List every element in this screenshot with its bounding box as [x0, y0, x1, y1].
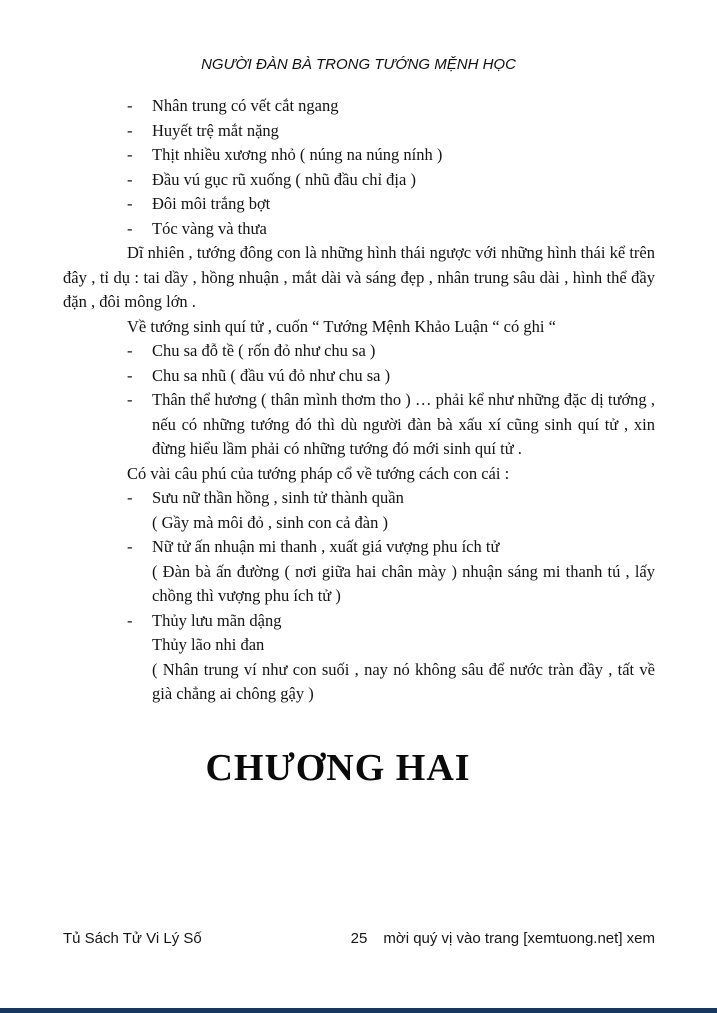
dash-marker: -	[127, 120, 133, 140]
list-item-text: Thủy lưu mãn dậng	[152, 610, 282, 630]
chapter-heading: CHƯƠNG HAI	[205, 746, 471, 789]
dash-marker: -	[127, 218, 133, 238]
list-item-text: Thịt nhiều xương nhỏ ( núng na núng nính )	[152, 145, 443, 164]
list-item-continuation: ( Gầy mà môi đỏ , sinh con cả đàn )	[152, 512, 388, 532]
list-item	[63, 486, 655, 511]
footer-site-note: mời quý vị vào trang [xemtuong.net] xem	[383, 930, 655, 947]
footer-series-title: Tủ Sách Tử Vi Lý Số	[63, 930, 202, 947]
list-item-continuation: Thủy lão nhi đan	[152, 635, 265, 654]
page-content	[63, 94, 655, 791]
list-item-text: Sưu nữ thần hồng , sinh tử thành quần	[152, 488, 404, 507]
list-item	[63, 143, 655, 168]
dash-marker: -	[127, 488, 133, 507]
bottom-edge-bar	[0, 1008, 717, 1013]
body-paragraph: Về tướng sinh quí tử , cuốn “ Tướng Mệnh Khảo Luận “ có ghi “	[127, 316, 556, 336]
dash-marker: -	[127, 145, 133, 164]
list-item-text: Đôi môi trắng bợt	[152, 194, 271, 213]
dash-marker: -	[127, 341, 133, 360]
footer-page-number: 25	[350, 930, 368, 947]
list-item-continuation: ( Đàn bà ấn đường ( nơi giữa hai chân mày ) nhuận sáng mi thanh tú , lấy chồng thì vượng phu ích tử )	[152, 561, 655, 605]
dash-marker: -	[127, 610, 133, 630]
list-item-text: Chu sa nhũ ( đầu vú đỏ như chu sa )	[152, 365, 391, 385]
list-item-text: Nữ tử ấn nhuận mi thanh , xuất giá vượng phu ích tử	[152, 537, 500, 556]
list-item	[63, 94, 655, 119]
list-item-text: Thân thể hương ( thân mình thơm tho ) … phải kể như những đặc dị tướng , nếu có những tướng đó thì dù người đàn bà xấu xí cũng sinh quí tử , xin đừng hiểu lầm phải có những tướng đó mới sinh quí tử .	[152, 390, 655, 458]
dash-marker: -	[127, 365, 133, 385]
dash-marker: -	[127, 96, 133, 115]
list-item-text: Tóc vàng và thưa	[152, 218, 267, 238]
list-item-text: Huyết trệ mắt nặng	[152, 120, 279, 140]
body-paragraph: Có vài câu phú của tướng pháp cổ về tướng cách con cái :	[127, 463, 510, 483]
list-item-text: Đầu vú gục rũ xuống ( nhũ đầu chỉ địa )	[152, 169, 416, 189]
dash-marker: -	[127, 169, 133, 189]
list-item	[63, 119, 655, 144]
list-item	[63, 535, 655, 560]
list-item	[63, 388, 655, 462]
list-item	[63, 339, 655, 364]
list-item	[63, 168, 655, 193]
list-item	[63, 217, 655, 242]
dash-marker: -	[127, 194, 133, 213]
dash-marker: -	[127, 537, 133, 556]
list-item	[63, 364, 655, 389]
body-paragraph: Dĩ nhiên , tướng đông con là những hình thái ngược với những hình thái kể trên đây , tỉ dụ : tai dầy , hồng nhuận , mắt dài và sáng đẹp , nhân trung sâu dài , hình thể đầy đặn , đôi mông lớn .	[63, 243, 655, 311]
list-item-text: Nhân trung có vết cắt ngang	[152, 96, 339, 115]
dash-marker: -	[127, 390, 133, 409]
page-header-title: NGƯỜI ĐÀN BÀ TRONG TƯỚNG MỆNH HỌC	[201, 56, 516, 73]
list-item	[63, 192, 655, 217]
list-item-text: Chu sa đỗ tề ( rốn đỏ như chu sa )	[152, 341, 376, 360]
list-item	[63, 609, 655, 634]
page-footer	[63, 929, 655, 949]
list-item-continuation: ( Nhân trung ví như con suối , nay nó không sâu để nước tràn đầy , tất về già chẳng ai chông gậy )	[152, 659, 655, 703]
